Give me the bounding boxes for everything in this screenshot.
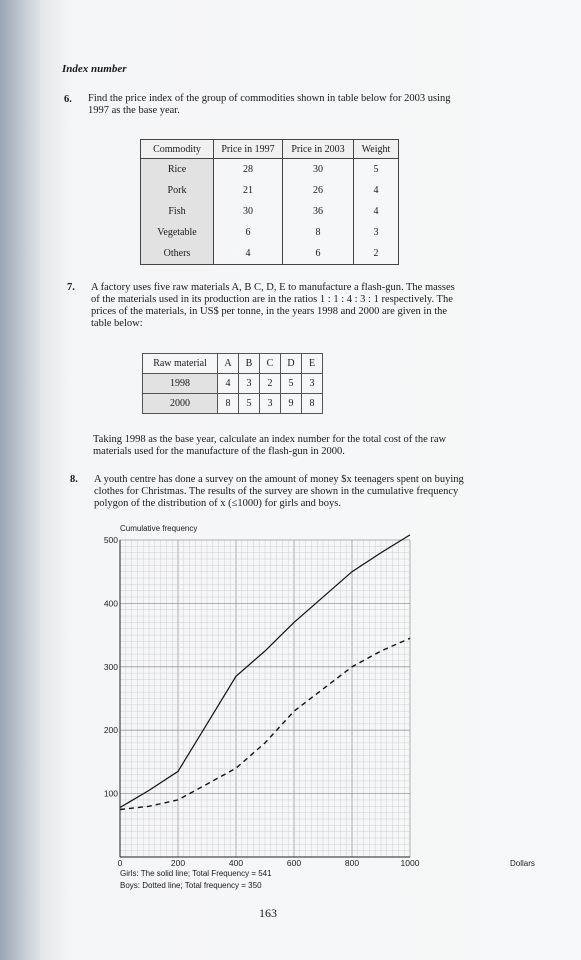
q7-line-2: of the materials used in its production are in the ratios 1 : 1 : 4 : 3 : 1 respectively. The [91,294,453,305]
table-cell: 30 [283,159,354,181]
table-cell: 5 [281,374,302,394]
table-cell: 4 [218,374,239,394]
q8-line-3: polygon of the distribution of x (≤1000) for girls and boys. [94,498,341,509]
q7-col-c: C [260,354,281,374]
page-number: 163 [259,906,277,920]
q8-number: 8. [70,474,78,485]
q6-line-2: 1997 as the base year. [88,105,180,116]
table-cell: 9 [281,394,302,414]
table-cell: Pork [141,180,214,201]
q7-col-d: D [281,354,302,374]
table-cell: 8 [283,222,354,243]
table-cell: 3 [302,374,323,394]
legend-desc: Dotted line; [142,881,183,890]
q7-line-3: prices of the materials, in US$ per tonne, in the years 1998 and 2000 are given in the [91,306,448,317]
page-header: Index number [62,63,127,75]
q6-col-price-1997: Price in 1997 [214,140,283,159]
table-cell: 6 [283,243,354,265]
y-tick-label: 200 [103,725,118,736]
y-tick-label: 100 [103,788,118,799]
y-tick-label: 400 [103,598,118,609]
x-tick-label: 1000 [400,858,420,868]
table-cell: 2 [260,374,281,394]
table-cell: 26 [283,180,354,201]
legend-label: Boys: [120,881,141,890]
legend-desc: The solid line; [140,869,191,878]
q6-line-1: Find the price index of the group of commodities shown in table below for 2003 using [88,93,451,104]
table-cell: Vegetable [141,222,214,243]
table-cell: 3 [354,222,399,243]
table-cell: Fish [141,201,214,222]
q7-line-1: A factory uses five raw materials A, B C, D, E to manufacture a flash-gun. The masses [91,282,455,293]
q8-line-1: A youth centre has done a survey on the amount of money $x teenagers spent on buying [94,474,464,485]
table-cell: 2000 [143,394,218,414]
chart-x-axis-label: Dollars [510,859,535,868]
legend-item-girls [120,869,420,878]
table-cell: 30 [214,201,283,222]
table-cell: 4 [354,201,399,222]
y-tick-label: 500 [103,535,118,545]
q7-col-e: E [302,354,323,374]
table-cell: Others [141,243,214,265]
table-cell: 4 [354,180,399,201]
table-cell: 1998 [143,374,218,394]
table-cell: 5 [239,394,260,414]
legend-total: Total Frequency = 541 [192,869,272,878]
q6-number: 6. [64,94,72,105]
legend-total: Total frequency = 350 [184,881,262,890]
x-tick-label: 600 [286,858,302,868]
table-cell: 3 [260,394,281,414]
chart-legend [120,869,420,890]
q8-line-2: clothes for Christmas. The results of the survey are shown in the cumulative frequency [94,486,459,497]
x-tick-label: 800 [344,858,360,868]
chart-y-axis-label: Cumulative frequency [120,524,198,533]
table-cell: 4 [214,243,283,265]
x-tick-label: 200 [170,858,186,868]
table-cell: 5 [354,159,399,181]
q7-number: 7. [67,282,75,293]
legend-label: Girls: [120,869,139,878]
x-tick-label: 400 [228,858,244,868]
q6-col-price-2003: Price in 2003 [283,140,354,159]
table-cell: 28 [214,159,283,181]
x-tick-label: 0 [117,858,123,868]
q7-follow-line-1: Taking 1998 as the base year, calculate an index number for the total cost of the raw [93,434,447,445]
y-tick-label: 300 [103,661,118,672]
q6-col-commodity: Commodity [141,140,214,159]
q7-col-b: B [239,354,260,374]
q7-follow-line-2: materials used for the manufacture of the flash-gun in 2000. [93,446,345,457]
q7-col-raw-material: Raw material [143,354,218,374]
table-cell: Rice [141,159,214,181]
table-cell: 3 [239,374,260,394]
q7-col-a: A [218,354,239,374]
table-cell: 36 [283,201,354,222]
table-cell: 2 [354,243,399,265]
table-cell: 8 [302,394,323,414]
table-cell: 21 [214,180,283,201]
table-cell: 8 [218,394,239,414]
q7-line-4: table below: [91,318,143,329]
table-cell: 6 [214,222,283,243]
q6-col-weight: Weight [354,140,399,159]
legend-item-boys [120,881,420,890]
